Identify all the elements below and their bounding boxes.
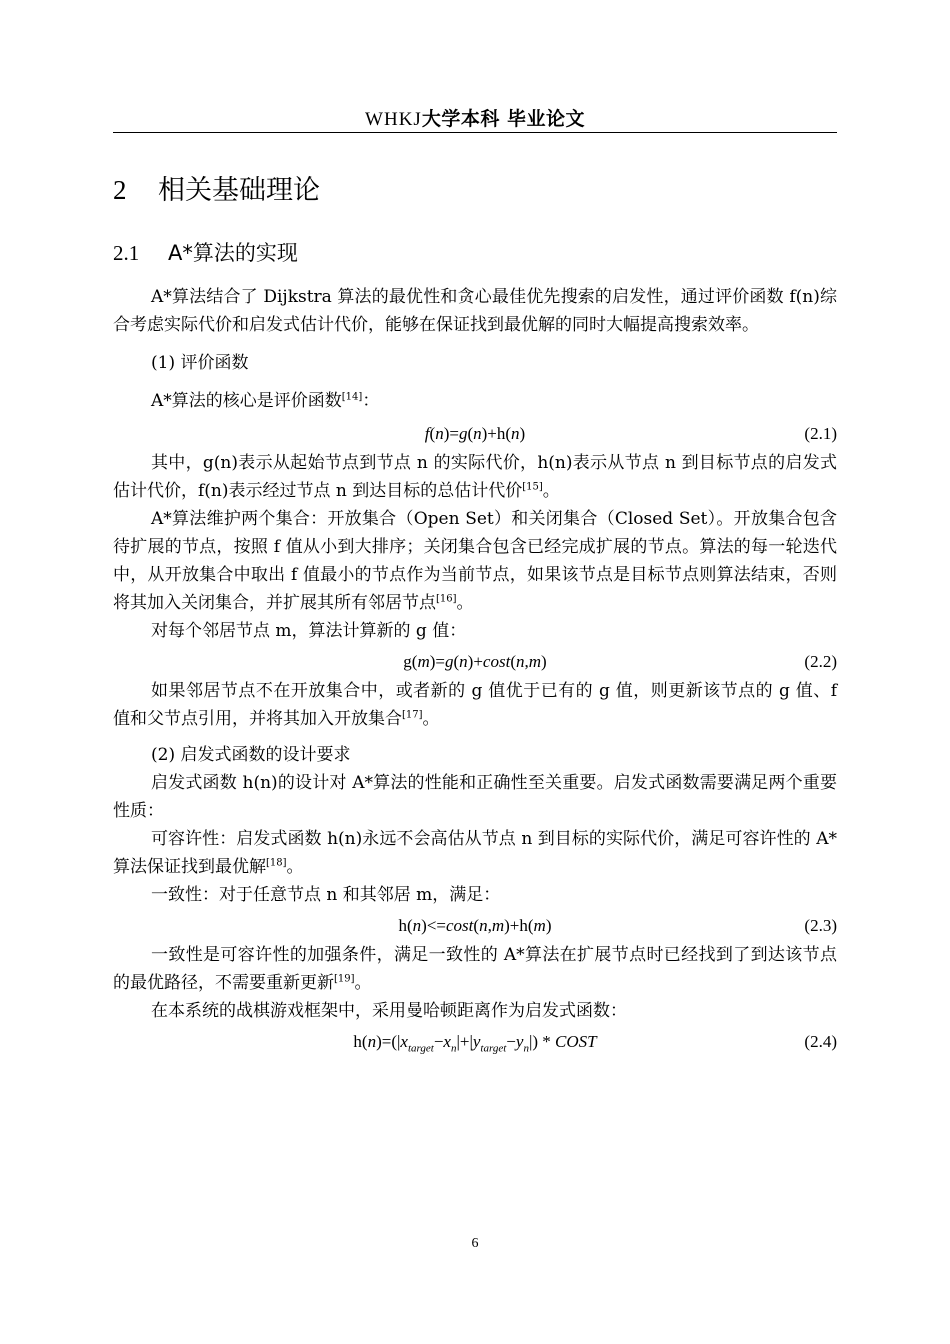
running-header	[0, 104, 950, 131]
citation-14: [14]	[341, 391, 363, 403]
equation-2-2	[113, 647, 837, 677]
paragraph-neighbor-g: 对每个邻居节点 m，算法计算新的 g 值：	[151, 621, 467, 641]
paragraph-intro: A*算法结合了 Dijkstra 算法的最优性和贪心最佳优先搜索的启发性，通过评价函数 f(n)综合考虑实际代价和启发式估计代价，能够在保证找到最优解的同时大幅提高搜索效率。	[113, 287, 837, 335]
subheading-evaluation-function: (1) 评价函数	[151, 353, 249, 373]
header-university-code: WHKJ	[365, 109, 422, 130]
citation-16: [16]	[436, 593, 457, 605]
subheading-heuristic-requirements: (2) 启发式函数的设计要求	[151, 745, 351, 765]
paragraph-consistency: 一致性：对于任意节点 n 和其邻居 m，满足：	[151, 885, 501, 905]
citation-17: [17]	[402, 709, 423, 721]
chapter-heading	[113, 168, 320, 207]
chapter-title: 相关基础理论	[158, 175, 320, 206]
paragraph-update-rule: 如果邻居节点不在开放集合中，或者新的 g 值优于已有的 g 值，则更新该节点的 g 值、f 值和父节点引用，并将其加入开放集合[17]。	[113, 681, 837, 729]
equation-2-3-number: (2.3)	[804, 916, 837, 935]
citation-19: [19]	[334, 973, 355, 985]
equation-2-1-expression: f(n)=g(n)+h(n)	[424, 424, 526, 443]
section-title: A*算法的实现	[168, 241, 298, 265]
equation-2-3	[113, 911, 837, 941]
citation-15: [15]	[522, 481, 543, 493]
header-title: 大学本科 毕业论文	[421, 108, 585, 130]
equation-2-2-number: (2.2)	[804, 652, 837, 671]
paragraph-heuristic-importance: 启发式函数 h(n)的设计对 A*算法的性能和正确性至关重要。启发式函数需要满足两个重要性质：	[113, 773, 837, 821]
citation-18: [18]	[266, 857, 287, 869]
equation-2-1	[113, 419, 837, 449]
equation-2-2-expression: g(m)=g(n)+cost(n,m)	[403, 652, 547, 671]
equation-2-4	[113, 1027, 837, 1057]
equation-2-4-expression: $h(n)=(|x_{target}-x_n|+|y_{target}-y_n|)$ * COST	[353, 1032, 597, 1055]
paragraph-consistency-strengthening: 一致性是可容许性的加强条件，满足一致性的 A*算法在扩展节点时已经找到了到达该节点的最优路径，不需要重新更新[19]。	[113, 945, 837, 993]
page-number: 6	[471, 1236, 479, 1251]
paragraph-open-closed-set: A*算法维护两个集合：开放集合（Open Set）和关闭集合（Closed Set）。开放集合包含待扩展的节点，按照 f 值从小到大排序；关闭集合包含已经完成扩展的节点。算法的每一轮迭代中，从开放集合中取出 f 值最小的节点作为当前节点，如果该节点是目标节点则算法结束，否则将其加入关闭集合，并扩展其所有邻居节点[16]。	[113, 509, 837, 613]
section-number: 2.1	[113, 241, 140, 265]
chapter-number: 2	[113, 175, 127, 205]
section-heading	[113, 237, 298, 267]
paragraph-evaluation-core: A*算法的核心是评价函数[14]：	[151, 391, 380, 411]
paragraph-gh-definition: 其中，g(n)表示从起始节点到节点 n 的实际代价，h(n)表示从节点 n 到目标节点的启发式估计代价，f(n)表示经过节点 n 到达目标的总估计代价[15]。	[113, 453, 837, 501]
equation-2-3-expression: h(n)<=cost(n,m)+h(m)	[398, 916, 552, 935]
header-rule	[113, 132, 837, 133]
body-text	[113, 283, 837, 1057]
paragraph-manhattan-intro: 在本系统的战棋游戏框架中，采用曼哈顿距离作为启发式函数：	[151, 1001, 627, 1021]
equation-2-1-number: (2.1)	[804, 424, 837, 443]
paragraph-admissibility: 可容许性：启发式函数 h(n)永远不会高估从节点 n 到目标的实际代价，满足可容许性的 A*算法保证找到最优解[18]。	[113, 829, 837, 877]
equation-2-4-number: (2.4)	[804, 1032, 837, 1051]
